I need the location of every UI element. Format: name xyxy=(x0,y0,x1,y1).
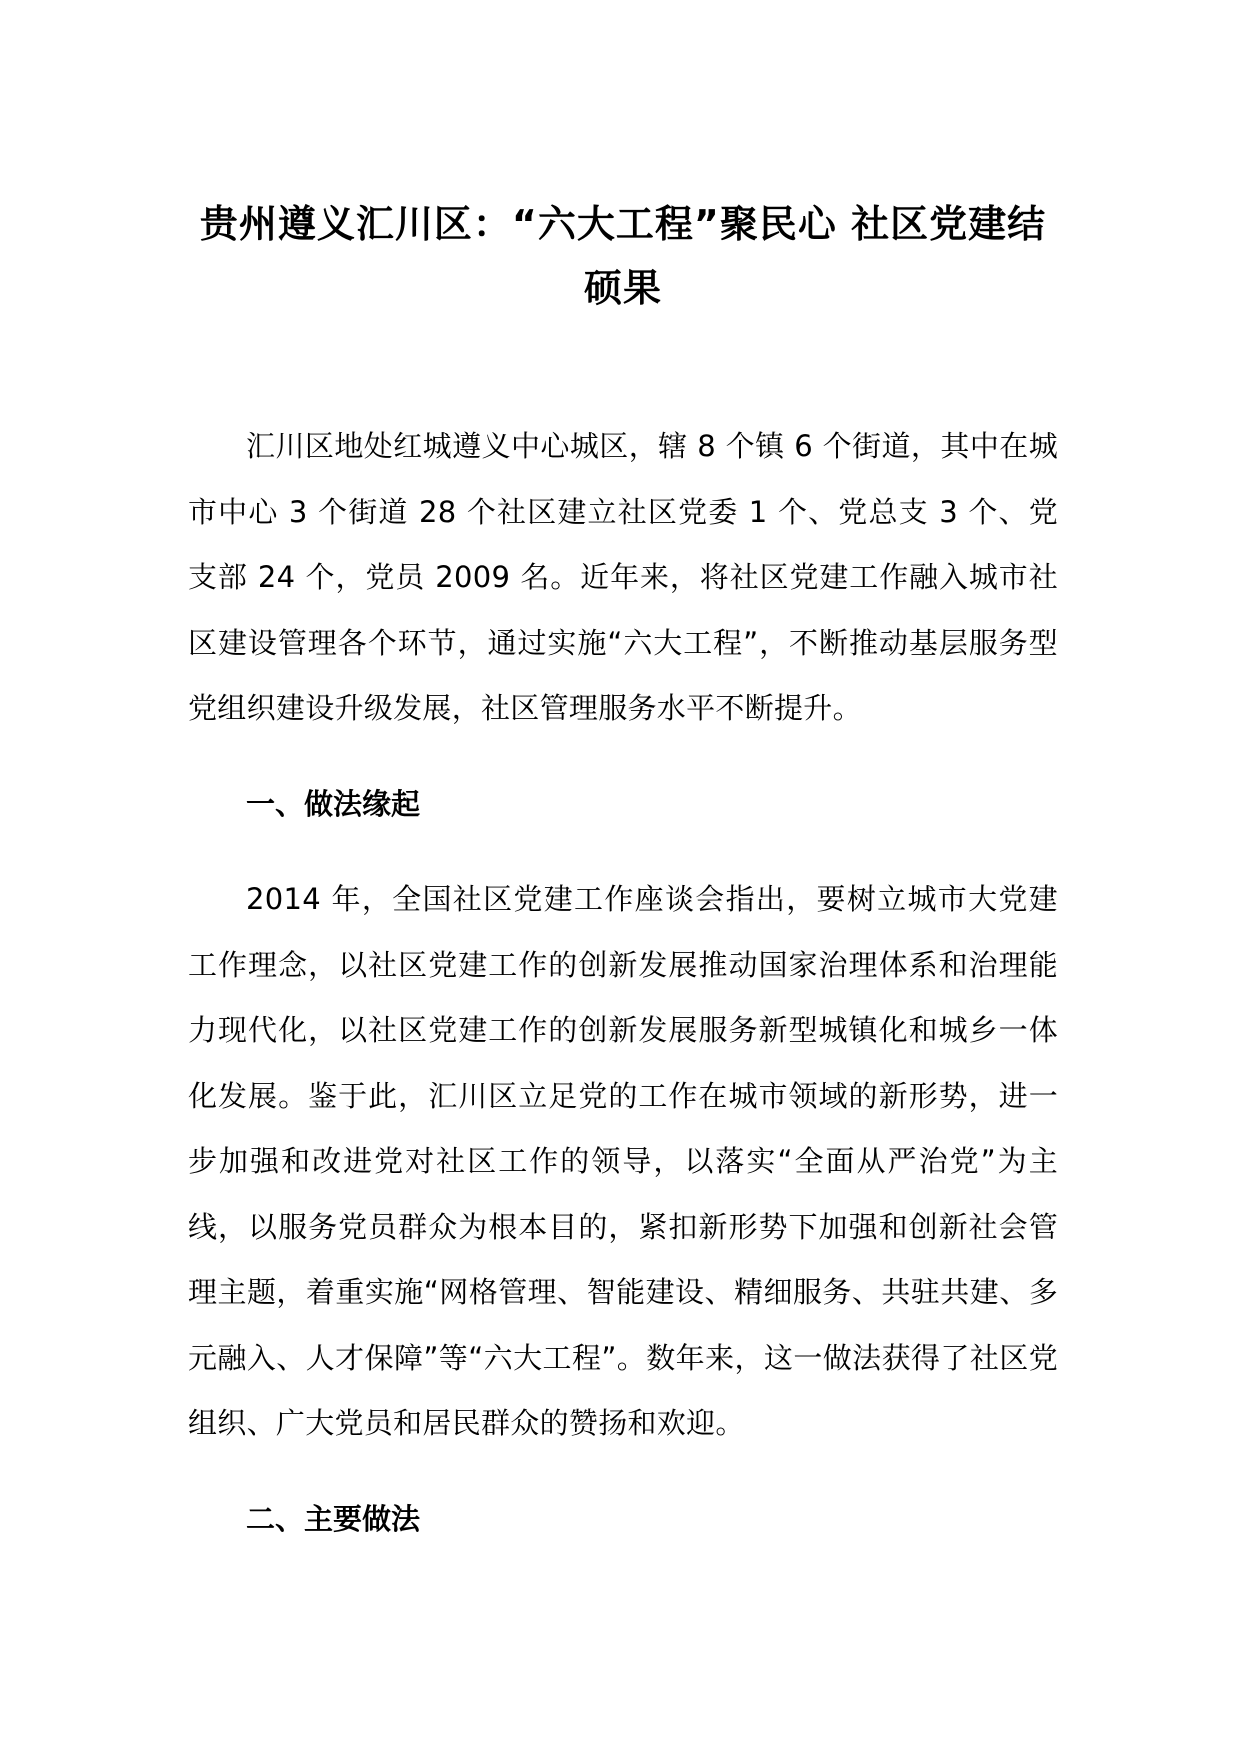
section-gap xyxy=(188,742,1058,772)
section-gap xyxy=(188,837,1058,867)
section-heading-origin: 一、做法缘起 xyxy=(246,786,421,821)
section-gap xyxy=(188,1457,1058,1487)
intro-paragraph: 汇川区地处红城遵义中心城区，辖 8 个镇 6 个街道，其中在城市中心 3 个街道 28 个社区建立社区党委 1 个、党总支 3 个、党支部 24 个，党员 2009 名。近年来，将社区党建工作融入城市社区建设管理各个环节，通过实施“六大工程”，不断推动基层服务型党组织建设升级发展，社区管理服务水平不断提升。 xyxy=(188,429,1058,725)
document-body xyxy=(188,414,1058,1552)
origin-paragraph: 2014 年，全国社区党建工作座谈会指出，要树立城市大党建工作理念，以社区党建工作的创新发展推动国家治理体系和治理能力现代化，以社区党建工作的创新发展服务新型城镇化和城乡一体化发展。鉴于此，汇川区立足党的工作在城市领域的新形势，进一步加强和改进党对社区工作的领导，以落实“全面从严治党”为主线，以服务党员群众为根本目的，紧扣新形势下加强和创新社会管理主题，着重实施“网格管理、智能建设、精细服务、共驻共建、多元融入、人才保障”等“六大工程”。数年来，这一做法获得了社区党组织、广大党员和居民群众的赞扬和欢迎。 xyxy=(188,882,1058,1440)
section-heading-main-practices: 二、主要做法 xyxy=(246,1501,421,1536)
document-title: 贵州遵义汇川区：“六大工程”聚民心 社区党建结硕果 xyxy=(199,202,1047,310)
